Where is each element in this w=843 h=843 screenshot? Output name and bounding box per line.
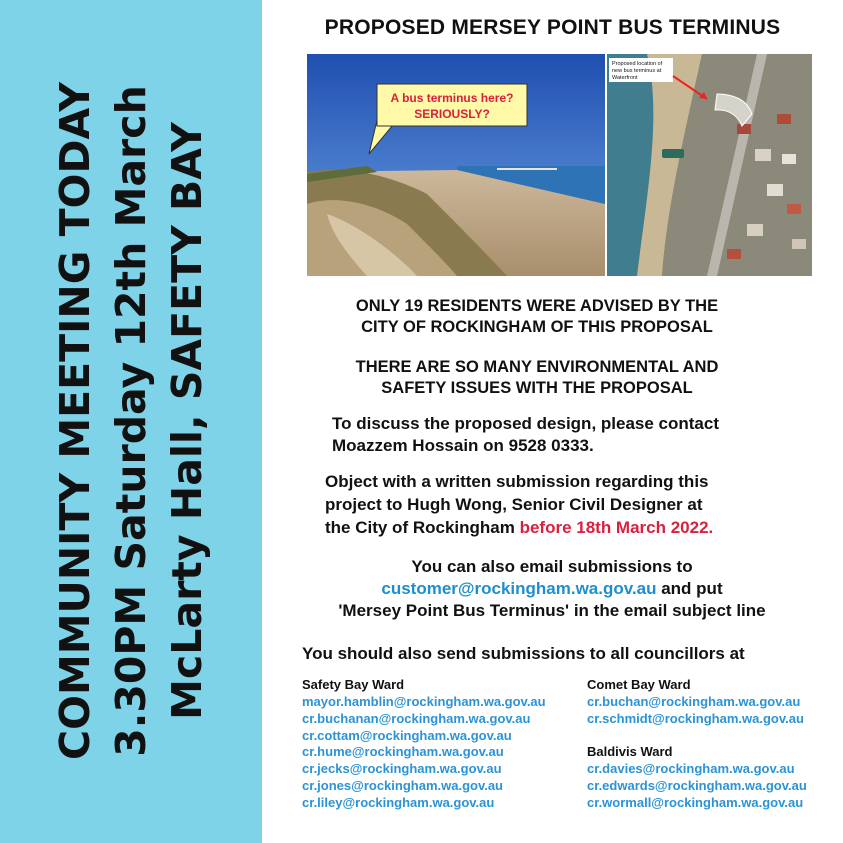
councillor-email-link[interactable]: cr.buchanan@rockingham.wa.gov.au	[302, 710, 531, 726]
councillors-heading: You should also send submissions to all councillors at	[302, 644, 745, 663]
submission-line-3-prefix: the City of Rockingham	[325, 518, 520, 537]
beach-photo	[307, 54, 605, 276]
email-info-line-3: 'Mersey Point Bus Terminus' in the email subject line	[338, 601, 766, 620]
flyer-content	[262, 0, 843, 843]
submission-deadline: before 18th March 2022.	[519, 518, 714, 537]
comet-bay-ward-title: Comet Bay Ward	[587, 677, 691, 692]
meeting-line-1: COMMUNITY MEETING TODAY	[51, 82, 99, 760]
meeting-line-3: McLarty Hall, SAFETY BAY	[163, 122, 211, 720]
residents-notice-line-1: ONLY 19 RESIDENTS WERE ADVISED BY THE	[355, 297, 719, 315]
callout-text-1: A bus terminus here?	[390, 91, 514, 105]
baldivis-email-list	[587, 761, 807, 811]
councillor-email-link[interactable]: cr.wormall@rockingham.wa.gov.au	[587, 794, 804, 810]
issues-notice-line-2: SAFETY ISSUES WITH THE PROPOSAL	[381, 379, 693, 397]
councillor-email-link[interactable]: cr.buchan@rockingham.wa.gov.au	[587, 694, 801, 709]
aerial-map-photo	[607, 54, 812, 276]
meeting-line-2: 3.30PM Saturday 12th March	[107, 85, 155, 757]
callout-text-2: SERIOUSLY?	[414, 107, 490, 121]
councillor-email-link[interactable]: cr.cottam@rockingham.wa.gov.au	[302, 727, 512, 743]
submission-line-2: project to Hugh Wong, Senior Civil Designer at	[325, 495, 703, 514]
councillor-email-link[interactable]: cr.jones@rockingham.wa.gov.au	[302, 777, 503, 793]
email-info-line-2-suffix: and put	[656, 579, 723, 598]
councillor-email-link[interactable]: mayor.hamblin@rockingham.wa.gov.au	[302, 694, 546, 709]
councillor-email-link[interactable]: cr.edwards@rockingham.wa.gov.au	[587, 777, 807, 793]
contact-line-2: Moazzem Hossain on 9528 0333.	[332, 436, 594, 455]
meeting-announcement	[47, 31, 215, 811]
residents-notice	[307, 296, 767, 338]
issues-notice	[307, 357, 767, 399]
issues-notice-line-1: THERE ARE SO MANY ENVIRONMENTAL AND	[355, 358, 719, 376]
councillor-email-link[interactable]: cr.liley@rockingham.wa.gov.au	[302, 794, 495, 810]
customer-email-link[interactable]: customer@rockingham.wa.gov.au	[381, 579, 657, 598]
email-info-line-1: You can also email submissions to	[411, 557, 693, 576]
councillor-email-link[interactable]: cr.schmidt@rockingham.wa.gov.au	[587, 710, 804, 726]
residents-notice-line-2: CITY OF ROCKINGHAM OF THIS PROPOSAL	[361, 318, 713, 336]
map-label-2: new bus terminus at	[612, 68, 662, 74]
map-label-3: Waterfront	[612, 75, 638, 81]
comet-bay-email-list	[587, 694, 804, 728]
councillor-email-link[interactable]: cr.jecks@rockingham.wa.gov.au	[302, 761, 502, 777]
email-submission-info	[292, 556, 812, 622]
safety-bay-ward-title: Safety Bay Ward	[302, 677, 405, 692]
contact-info	[332, 413, 822, 457]
submission-info	[325, 470, 835, 539]
page-title: PROPOSED MERSEY POINT BUS TERMINUS	[324, 16, 781, 39]
submission-line-3	[325, 516, 835, 539]
map-label-1: Proposed location of	[612, 61, 663, 67]
submission-line-1: Object with a written submission regarding this	[325, 472, 709, 491]
safety-bay-email-list	[302, 694, 546, 812]
councillor-email-link[interactable]: cr.davies@rockingham.wa.gov.au	[587, 761, 795, 776]
sidebar-banner	[0, 0, 262, 843]
contact-line-1: To discuss the proposed design, please contact	[332, 414, 719, 433]
baldivis-ward-title: Baldivis Ward	[587, 744, 673, 759]
email-info-line-2	[292, 578, 812, 600]
councillor-email-link[interactable]: cr.hume@rockingham.wa.gov.au	[302, 744, 504, 760]
